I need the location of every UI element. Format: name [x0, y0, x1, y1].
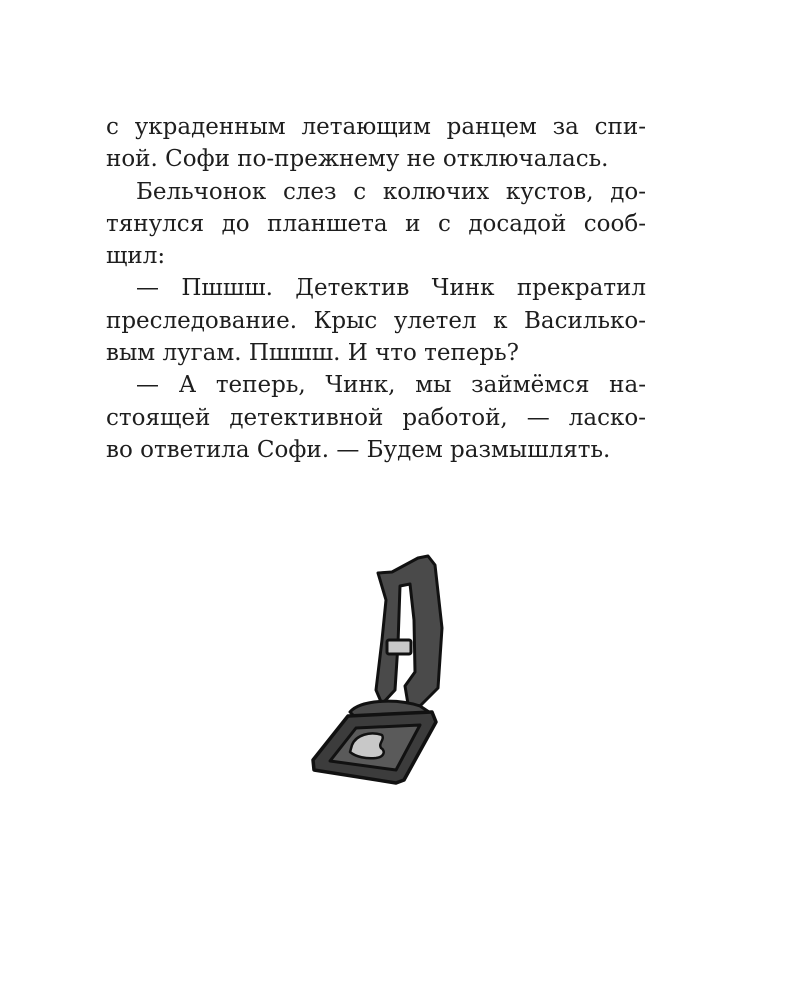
text-line: стоящей детективной работой, — ласко- [106, 404, 646, 431]
text-line: — Пшшш. Детектив Чинк прекратил [136, 275, 646, 302]
strap-buckle [387, 640, 411, 654]
text-line: с украденным летающим ранцем за спи- [106, 114, 646, 140]
text-line: Бельчонок слез с колючих кустов, до- [136, 178, 646, 205]
text-line: щил: [106, 243, 166, 270]
tablet-bag-icon [300, 545, 500, 795]
body-text [106, 111, 646, 466]
text-line: во ответила Софи. — Будем размышлять. [106, 436, 611, 463]
text-line: преследование. Крыс улетел к Василько- [106, 307, 646, 334]
text-line: вым лугам. Пшшш. И что теперь? [106, 340, 520, 367]
bag-strap [376, 556, 442, 706]
text-line: ной. Софи по-прежнему не отключалась. [106, 146, 609, 173]
text-line: тянулся до планшета и с досадой сооб- [106, 210, 646, 237]
text-line: — А теперь, Чинк, мы займёмся на- [136, 372, 646, 399]
